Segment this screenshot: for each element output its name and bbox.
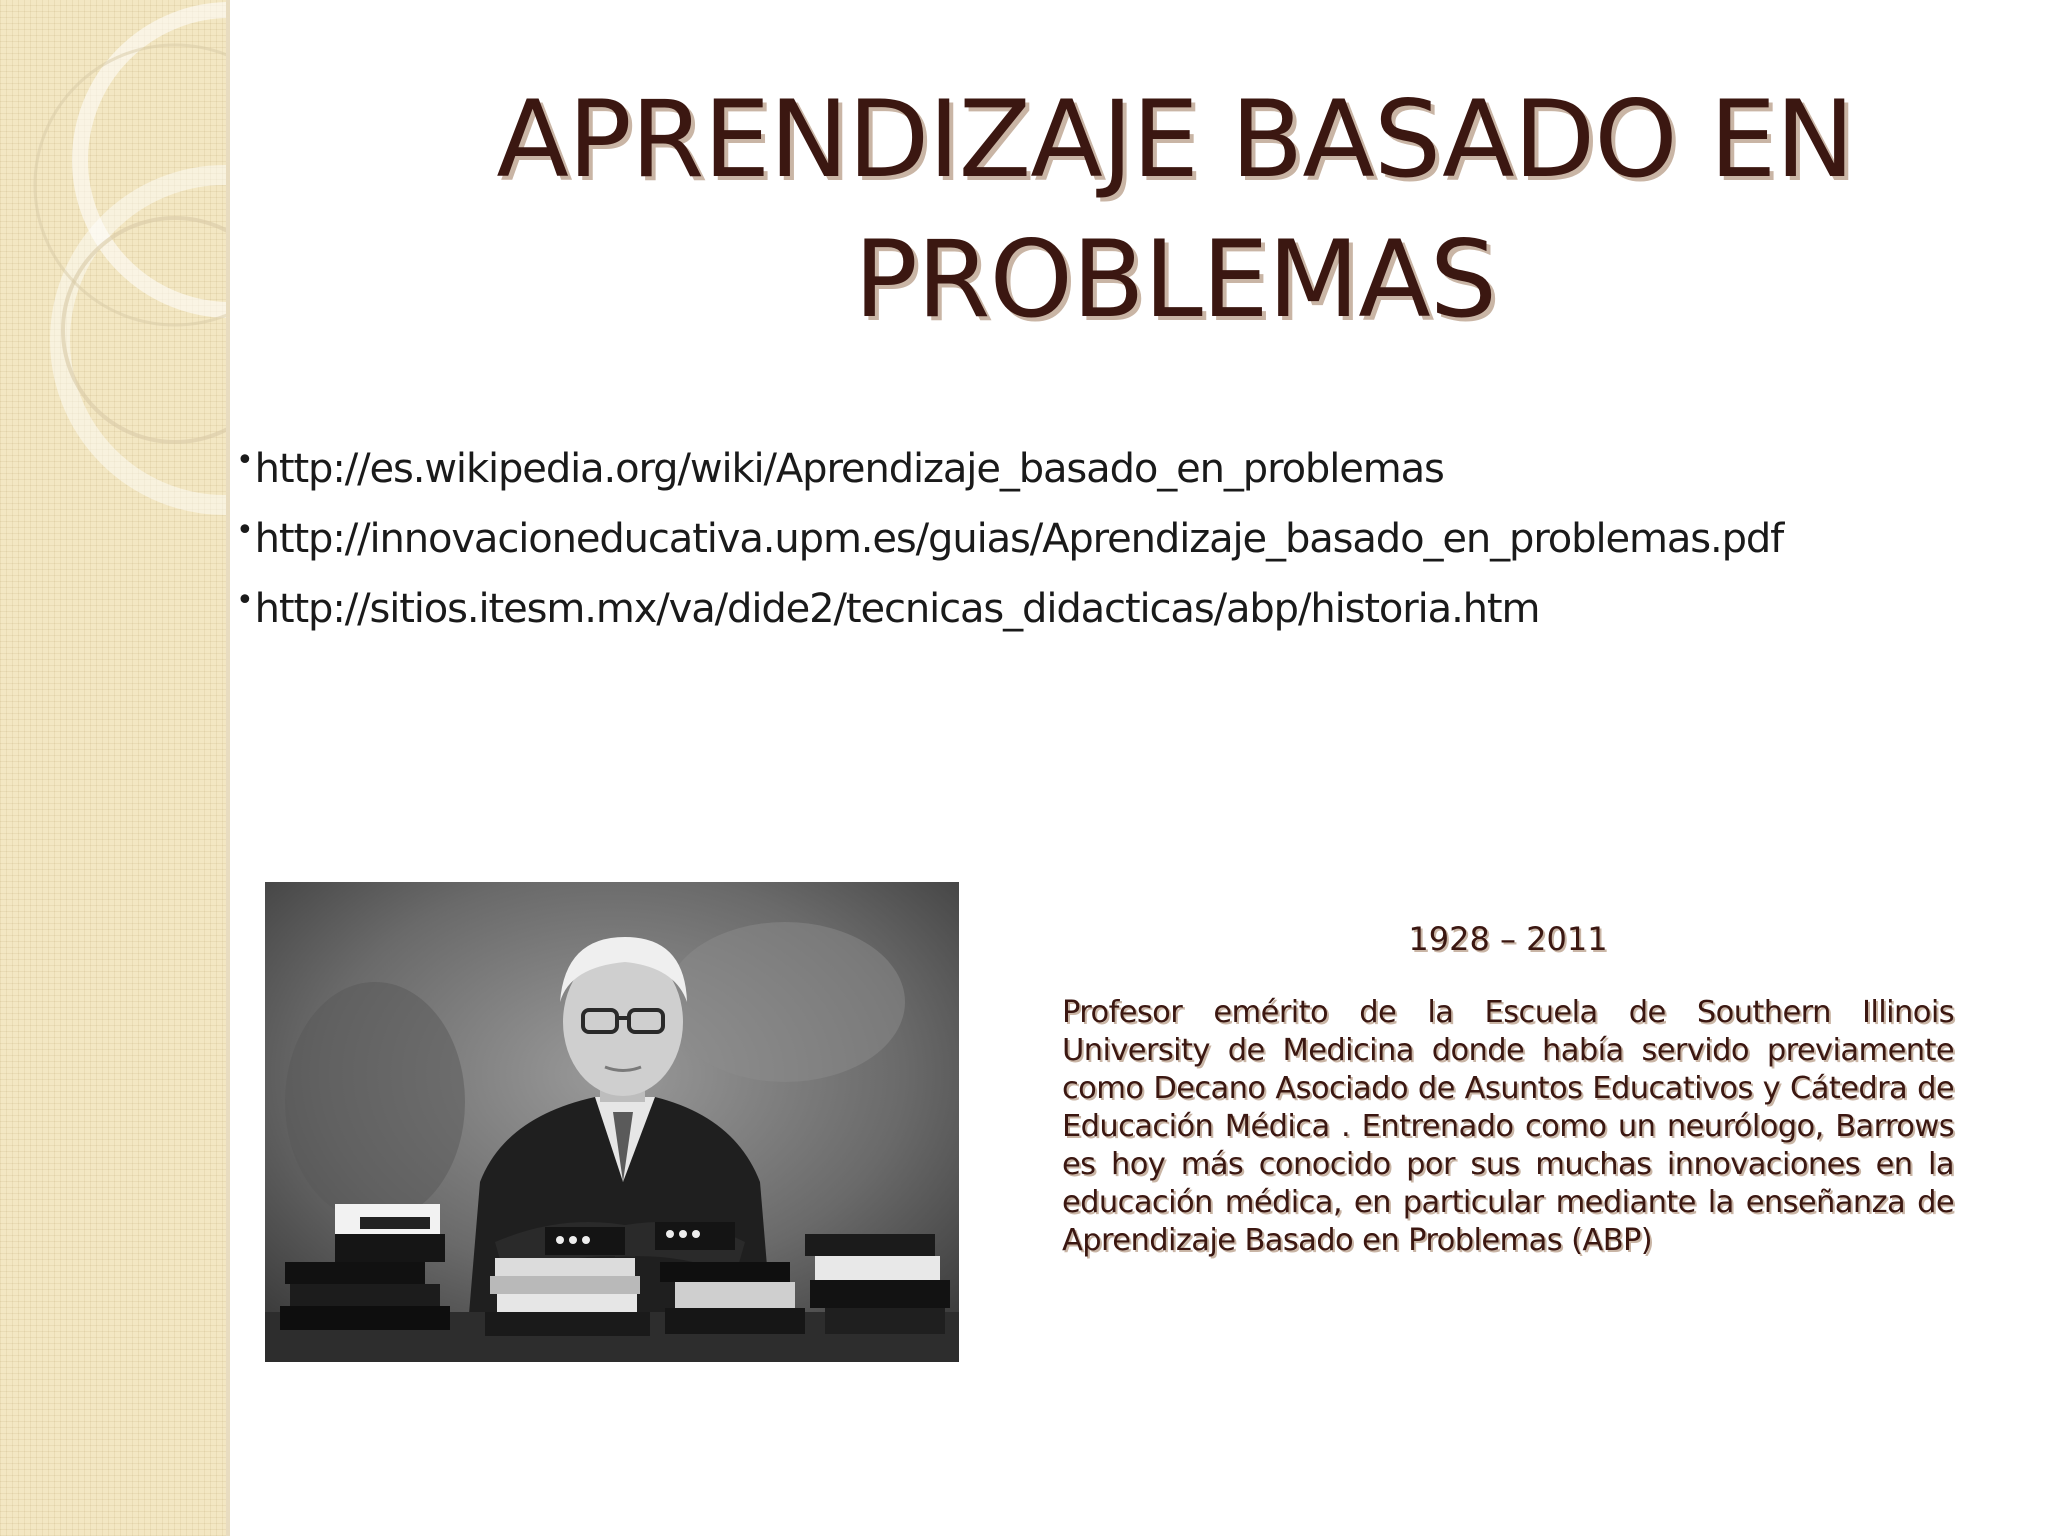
bullet: • — [236, 513, 253, 548]
upm-guide-link[interactable]: http://innovacioneducativa.upm.es/guias/Aprendizaje_basado_en_problemas.pdf — [254, 516, 1784, 562]
bio-years: 1928 – 2011 — [1408, 920, 1608, 958]
wikipedia-link[interactable]: http://es.wikipedia.org/wiki/Aprendizaje_basado_en_problemas — [254, 446, 1444, 492]
decorative-sidebar — [0, 0, 230, 1536]
list-item — [236, 570, 2026, 640]
bio-text: Profesor emérito de la Escuela de Southern Illinois University de Medicina donde había servido previamente como Decano Asociado de Asuntos Educativos y Cátedra de Educación Médica . Entrenado como un neurólogo, Barrows es hoy más conocido por sus muchas innovaciones en la educación médica, en particular mediante la enseñanza de Aprendizaje Basado en Problemas (ABP) — [1062, 995, 1954, 1258]
bullet: • — [236, 443, 253, 478]
list-item — [236, 430, 2026, 500]
itesm-url-text: http://sitios.itesm.mx/va/dide2/tecnicas_didacticas/abp/historia.htm — [254, 586, 1540, 632]
reference-links-list — [236, 430, 2026, 640]
list-item — [236, 500, 2026, 570]
bullet: • — [236, 583, 253, 618]
decorative-circles — [0, 0, 226, 1536]
slide-title: APRENDIZAJE BASADO EN PROBLEMAS — [496, 78, 1854, 341]
portrait-photo — [265, 882, 959, 1362]
biography-block — [1062, 918, 1954, 1260]
